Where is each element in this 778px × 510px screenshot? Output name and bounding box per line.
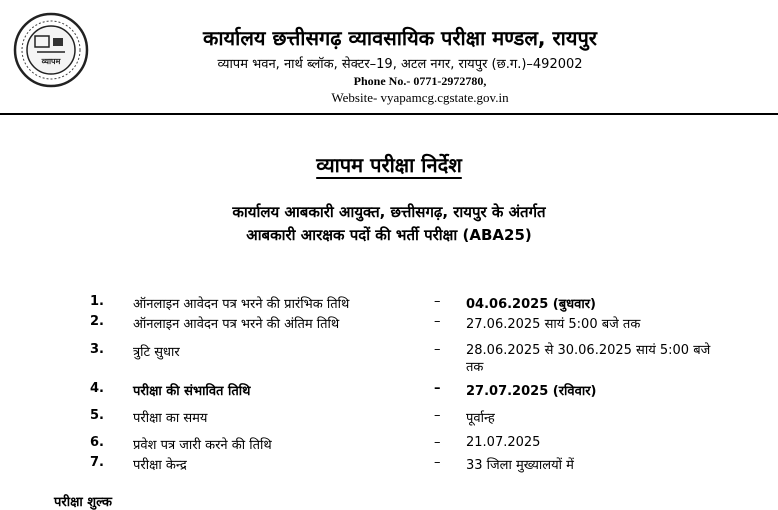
schedule-dash: –	[434, 342, 441, 357]
schedule-value: 27.06.2025 सायं 5:00 बजे तक	[466, 317, 641, 332]
schedule-dash: –	[434, 455, 441, 470]
next-section-heading: परीक्षा शुल्क	[54, 495, 112, 510]
schedule-num: 3.	[90, 342, 104, 357]
header-divider	[0, 113, 778, 115]
schedule-value: पूर्वान्ह	[466, 411, 495, 426]
document-subtitle-line2: आबकारी आरक्षक पदों की भर्ती परीक्षा (ABA25)	[246, 226, 532, 244]
schedule-label: त्रुटि सुधार	[133, 345, 180, 360]
org-address: व्यापम भवन, नार्थ ब्लॉक, सेक्टर–19, अटल नगर, रायपुर (छ.ग.)–492002	[217, 57, 583, 72]
schedule-value: 27.07.2025 (रविवार)	[466, 384, 597, 399]
schedule-dash: –	[434, 408, 441, 423]
document-title-text: व्यापम परीक्षा निर्देश	[316, 153, 462, 177]
schedule-label: ऑनलाइन आवेदन पत्र भरने की प्रारंभिक तिथि	[133, 297, 350, 312]
schedule-dash: –	[434, 381, 441, 396]
schedule-label: प्रवेश पत्र जारी करने की तिथि	[133, 438, 272, 453]
schedule-num: 6.	[90, 435, 104, 450]
schedule-num: 1.	[90, 294, 104, 309]
document-subtitle-line1: कार्यालय आबकारी आयुक्त, छत्तीसगढ़, रायपुर के अंतर्गत	[232, 203, 546, 221]
schedule-value: 33 जिला मुख्यालयों में	[466, 458, 574, 473]
schedule-dash: –	[434, 435, 441, 450]
schedule-dash: –	[434, 314, 441, 329]
schedule-num: 5.	[90, 408, 104, 423]
schedule-dash: –	[434, 294, 441, 309]
vyapam-logo	[13, 12, 89, 88]
org-phone: Phone No.- 0771-2972780,	[353, 74, 487, 88]
logo-text: व्यापम	[41, 57, 61, 66]
org-name: कार्यालय छत्तीसगढ़ व्यावसायिक परीक्षा मण्डल, रायपुर	[203, 26, 597, 50]
schedule-value: 28.06.2025 से 30.06.2025 सायं 5:00 बजे तक	[466, 343, 711, 375]
org-website[interactable]: Website- vyapamcg.cgstate.gov.in	[331, 90, 509, 105]
schedule-label: परीक्षा का समय	[133, 411, 208, 426]
schedule-num: 4.	[90, 381, 104, 396]
schedule-label: परीक्षा केन्द्र	[133, 458, 187, 473]
schedule-label: ऑनलाइन आवेदन पत्र भरने की अंतिम तिथि	[133, 317, 340, 332]
schedule-num: 7.	[90, 455, 104, 470]
schedule-label: परीक्षा की संभावित तिथि	[133, 384, 251, 399]
schedule-value: 04.06.2025 (बुधवार)	[466, 297, 596, 312]
schedule-value: 21.07.2025	[466, 435, 541, 450]
schedule-num: 2.	[90, 314, 104, 329]
document-title	[0, 151, 778, 178]
